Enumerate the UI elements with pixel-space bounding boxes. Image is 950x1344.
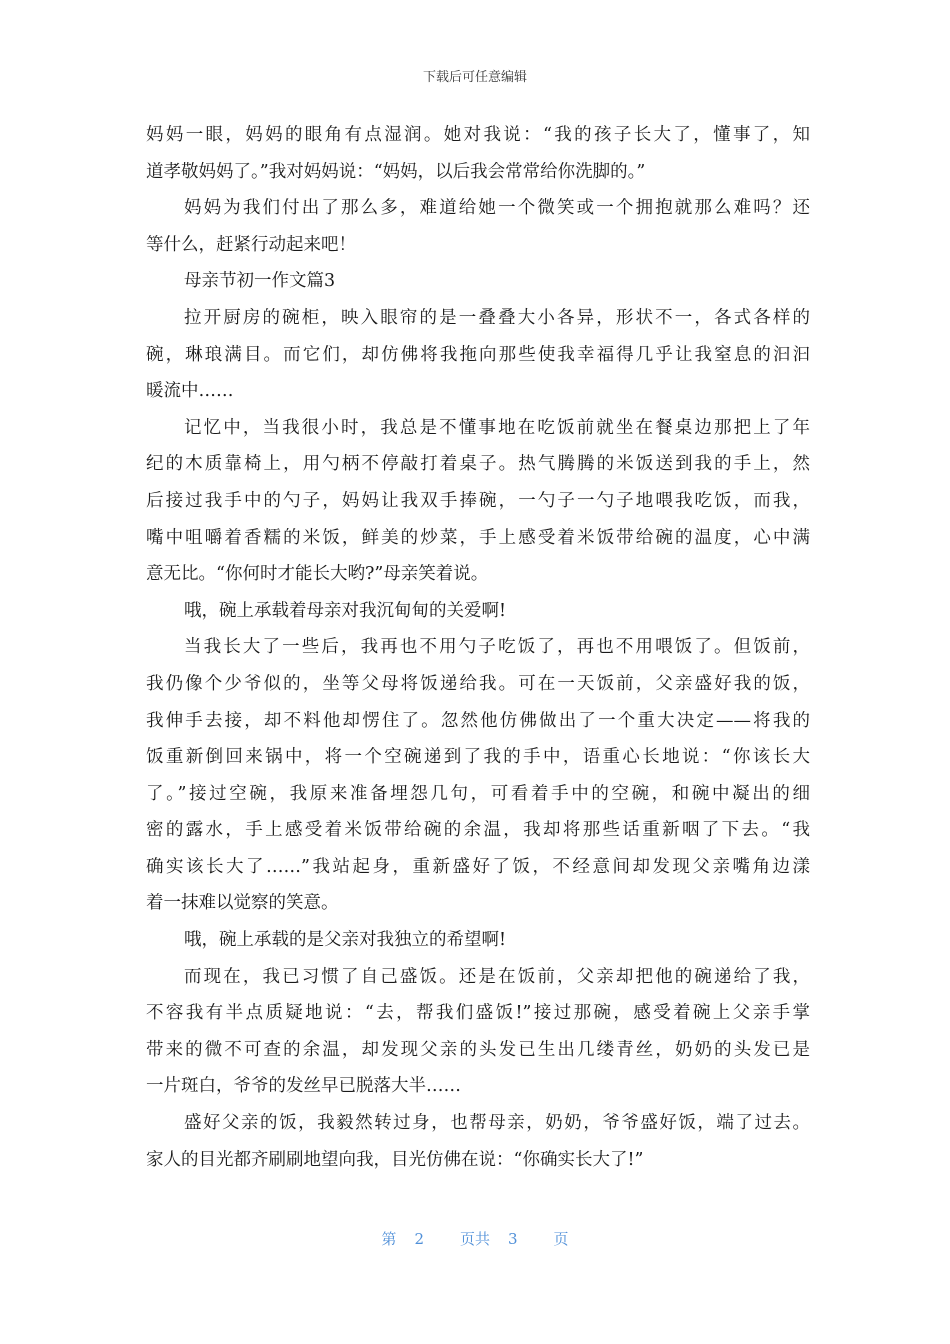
text-line: 等什么，赶紧行动起来吧！: [146, 234, 356, 255]
text-line: 意无比。“你何时才能长大哟?”母亲笑着说。: [146, 564, 489, 585]
text-line: 了。”接过空碗，我原来准备埋怨几句，可看着手中的空碗，和碗中凝出的细: [146, 783, 810, 804]
text-line: 我伸手去接，却不料他却愣住了。忽然他仿佛做出了一个重大决定——将我的: [146, 710, 810, 731]
page-footer: [0, 1228, 950, 1249]
text-line: 碗，琳琅满目。而它们，却仿佛将我拖向那些使我幸福得几乎让我窒息的汩汩: [146, 344, 810, 365]
text-line: 拉开厨房的碗柜，映入眼帘的是一叠叠大小各异，形状不一，各式各样的: [184, 307, 810, 328]
text-line: 我仍像个少爷似的，坐等父母将饭递给我。可在一天饭前，父亲盛好我的饭，: [146, 673, 810, 694]
text-line: 哦，碗上承载的是父亲对我独立的希望啊!: [184, 930, 507, 951]
text-line: 饭重新倒回来锅中，将一个空碗递到了我的手中，语重心长地说：“你该长大: [146, 747, 810, 768]
text-line: 道孝敬妈妈了。”我对妈妈说：“妈妈，以后我会常常给你洗脚的。”: [146, 161, 646, 182]
text-line: 而现在，我已习惯了自己盛饭。还是在饭前，父亲却把他的碗递给了我，: [184, 966, 810, 987]
footer-suffix: 页: [553, 1230, 569, 1248]
text-line: 家人的目光都齐刷刷地望向我，目光仿佛在说：“你确实长大了!”: [146, 1149, 644, 1170]
text-line: 后接过我手中的勺子，妈妈让我双手捧碗，一勺子一勺子地喂我吃饭，而我，: [146, 490, 810, 511]
text-line: 妈妈一眼，妈妈的眼角有点湿润。她对我说：“我的孩子长大了，懂事了，知: [146, 125, 810, 145]
text-line: 妈妈为我们付出了那么多，难道给她一个微笑或一个拥抱就那么难吗？还: [184, 198, 810, 219]
text-line: 一片斑白，爷爷的发丝早已脱落大半……: [146, 1076, 461, 1097]
text-line: 暖流中……: [146, 381, 234, 402]
document-body: [146, 117, 810, 1178]
text-line: 哦，碗上承载着母亲对我沉甸甸的关爱啊!: [184, 600, 507, 621]
text-line: 着一抹难以觉察的笑意。: [146, 893, 339, 914]
text-line: 纪的木质靠椅上，用勺柄不停敲打着桌子。热气腾腾的米饭送到我的手上，然: [146, 454, 810, 475]
footer-total-pages: 3: [508, 1230, 518, 1248]
footer-prefix: 第: [381, 1230, 397, 1248]
text-line: 盛好父亲的饭，我毅然转过身，也帮母亲，奶奶，爷爷盛好饭，端了过去。: [184, 1113, 810, 1134]
text-line: 母亲节初一作文篇3: [184, 271, 336, 292]
text-line: 带来的微不可查的余温，却发现父亲的头发已生出几缕青丝，奶奶的头发已是: [146, 1039, 810, 1060]
page-header: 下载后可任意编辑: [422, 70, 527, 85]
footer-current-page: 2: [414, 1230, 424, 1248]
text-line: 记忆中，当我很小时，我总是不懂事地在吃饭前就坐在餐桌边那把上了年: [184, 417, 810, 438]
text-line: 确实该长大了……”我站起身，重新盛好了饭，不经意间却发现父亲嘴角边漾: [146, 856, 810, 877]
footer-middle: 页共: [459, 1230, 490, 1248]
text-line: 不容我有半点质疑地说：“去，帮我们盛饭!”接过那碗，感受着碗上父亲手掌: [146, 1003, 810, 1024]
text-line: 密的露水，手上感受着米饭带给碗的余温，我却将那些话重新咽了下去。“我: [146, 820, 810, 841]
text-line: 嘴中咀嚼着香糯的米饭，鲜美的炒菜，手上感受着米饭带给碗的温度，心中满: [146, 527, 810, 548]
text-line: 当我长大了一些后，我再也不用勺子吃饭了，再也不用喂饭了。但饭前，: [184, 637, 810, 658]
